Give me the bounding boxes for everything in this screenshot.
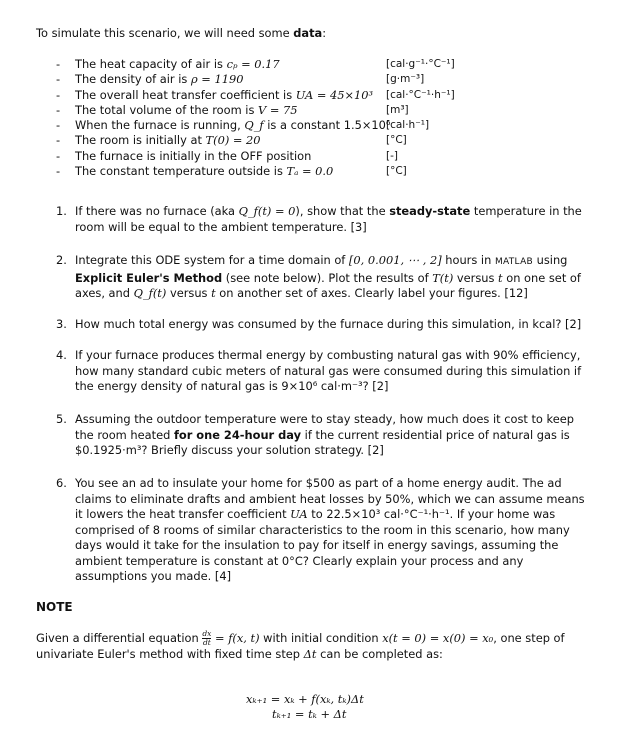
list-item: - The constant temperature outside is Tₐ = 0.0 [°C]: [56, 164, 407, 179]
note-text: Given a differential equation $\frac{dx}{dt}$ = f(x, t) with initial condition x(t = 0) = x(0) = x₀, one step of univariate Euler's method with fixed time step Δt can be completed as:: [36, 629, 565, 661]
list-item: - When the furnace is running, Q_f is a constant 1.5×10⁶ [cal·h⁻¹]: [56, 118, 430, 133]
list-item: - The heat capacity of air is cₚ = 0.17 [cal·g⁻¹·°C⁻¹]: [56, 57, 455, 71]
question-1: 1. If there was no furnace (aka Q_f(t) = 0), show that the steady-state temperature in the room will be equal to the ambient temperature. [3]: [56, 204, 582, 234]
variable-list: [56, 57, 476, 179]
intro-text: To simulate this scenario, we will need some data:: [36, 26, 327, 40]
list-item: - The furnace is initially in the OFF position [-]: [56, 148, 398, 163]
question-5: 5. Assuming the outdoor temperature were to stay steady, how much does it cost to keep the room heated for one 24-hour day if the current residential price of natural gas is $0.1925·m³? Briefly discuss your solution strategy. [2]: [56, 412, 574, 457]
euler-equation-x: xₖ₊₁ = xₖ + f(xₖ, tₖ)Δt: [246, 692, 364, 706]
note-title: NOTE: [36, 600, 73, 614]
question-3: 3. How much total energy was consumed by the furnace during this simulation, in kcal? [2]: [56, 317, 582, 331]
question-4: 4. If your furnace produces thermal energy by combusting natural gas with 90% efficiency, how many standard cubic meters of natural gas were consumed during this simulation if the energy density of natural gas is 9×10⁶ cal·m⁻³? [2]: [56, 348, 582, 393]
question-2: 2. Integrate this ODE system for a time domain of [0, 0.001, ⋯ , 2] hours in MATLAB using Explicit Euler's Method (see note below). Plot the results of T(t) versus t on one set of axes, and Q_f(t) versus t on another set of axes. Clearly label your figures. [12]: [56, 253, 581, 300]
question-6: 6. You see an ad to insulate your home for $500 as part of a home energy audit. The ad claims to eliminate drafts and ambient heat losses by 50%, which we can assume means it lowers the heat transfer coefficient UA to 22.5×10³ cal·°C⁻¹·h⁻¹. If your home was comprised of 8 rooms of similar characteristics to the room in this scenario, how many days would it take for the insulation to pay for itself in energy savings, assuming the ambient temperature is constant at 0°C? Clearly explain your process and any assumptions you made. [4]: [56, 476, 585, 583]
list-item: - The density of air is ρ = 1190 [g·m⁻³]: [56, 72, 425, 87]
euler-equation-t: tₖ₊₁ = tₖ + Δt: [272, 707, 347, 721]
list-item: - The overall heat transfer coefficient is UA = 45×10³ [cal·°C⁻¹·h⁻¹]: [56, 87, 455, 102]
list-item: - The total volume of the room is V = 75 [m³]: [56, 102, 409, 117]
list-item: - The room is initially at T(0) = 20 [°C]: [56, 133, 407, 148]
fraction-dx-dt: $\frac{dx}{dt}$: [202, 629, 212, 647]
